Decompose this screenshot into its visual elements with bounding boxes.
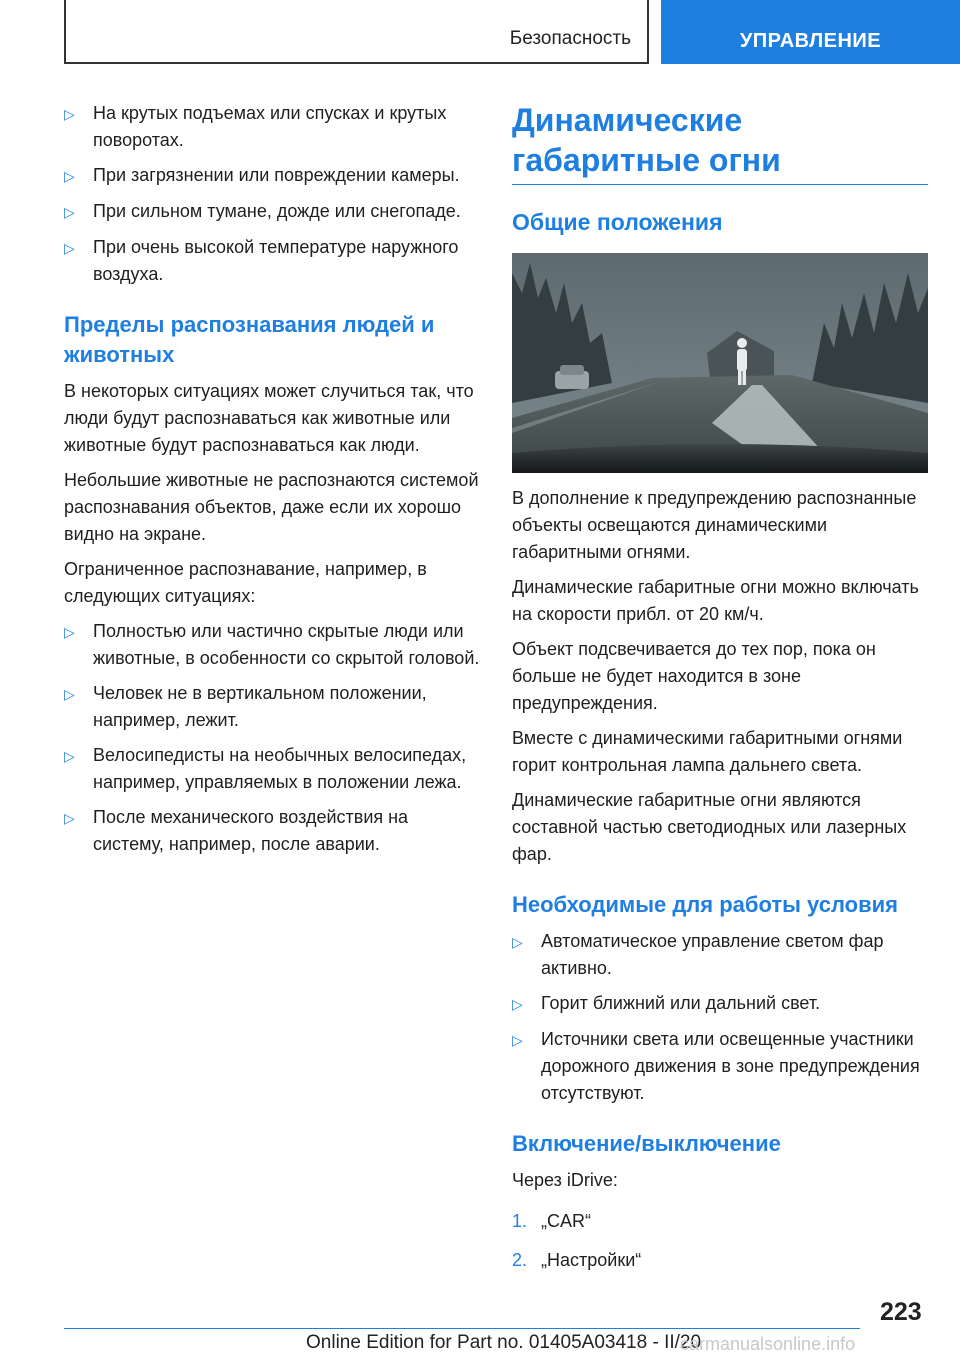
paragraph: Через iDrive: [512,1170,618,1190]
list-item: ▷ После механического воздействия на систему, например, после аварии. [64,804,482,858]
triangle-right-icon: ▷ [64,686,75,702]
triangle-right-icon: ▷ [64,106,75,122]
list-item: ▷ Источники света или освещенные участники дорожного движения в зоне предупреждения отсутствуют. [512,1026,928,1107]
list-item: ▷ На крутых подъемах или спусках и крутых поворотах. [64,100,482,154]
list-item: ▷ Человек не в вертикальном положении, например, лежит. [64,680,482,734]
header-section-tab [64,0,649,64]
page-number: 223 [880,1298,922,1326]
section-heading-requirements: Необходимые для работы условия [512,892,898,917]
list-item: ▷ Горит ближний или дальний свет. [512,990,928,1018]
paragraph: Динамические габаритные огни можно включать на скорости прибл. от 20 км/ч. [512,577,919,624]
numbered-steps [512,1208,928,1274]
paragraph: В некоторых ситуациях может случиться так, что люди будут распознаваться как животные или животные будут распознаваться как люди. [64,381,474,455]
footer-watermark: carmanualsonline.info [680,1334,856,1354]
footer-divider [64,1328,860,1329]
list-item: ▷ При загрязнении или повреждении камеры. [64,162,482,190]
right-column [512,100,928,1286]
paragraph: Объект подсвечивается до тех пор, пока он больше не будет находится в зоне предупреждения. [512,639,876,713]
list-item: ▷ Автоматическое управление светом фар активно. [512,928,928,982]
paragraph: Вместе с динамическими габаритными огнями горит контрольная лампа дальнего света. [512,728,903,775]
footer-edition: Online Edition for Part no. 01405A03418 - II/20 [306,1332,702,1353]
bullet-list-requirements [512,928,928,1107]
paragraph: Небольшие животные не распознаются системой распознавания объектов, даже если их хорошо видно на экране. [64,470,479,544]
triangle-right-icon: ▷ [512,934,523,950]
header-section-label: Безопасность [509,28,631,49]
header-chapter-tab [661,0,960,64]
list-item: 2. „Настройки“ [512,1250,642,1270]
section-heading-general: Общие положения [512,209,723,235]
left-column [64,100,482,866]
section-heading-on-off: Включение/выключение [512,1131,781,1156]
list-item: ▷ Велосипедисты на необычных велосипедах, например, управляемых в положении лежа. [64,742,482,796]
section-heading-recognition-limits: Пределы распознавания людей и животных [64,312,435,367]
triangle-right-icon: ▷ [64,204,75,220]
triangle-right-icon: ▷ [64,810,75,826]
list-item: ▷ При очень высокой температуре наружного воздуха. [64,234,482,288]
paragraph: Ограниченное распознавание, например, в следующих ситуациях: [64,559,427,606]
triangle-right-icon: ▷ [64,240,75,256]
paragraph: В дополнение к предупреждению распознанные объекты освещаются динамическими габаритными огнями. [512,488,917,562]
bullet-list-limitations [64,100,482,288]
paragraph: Динамические габаритные огни являются составной частью светодиодных или лазерных фар. [512,790,907,864]
list-item: 1. „CAR“ [512,1211,591,1231]
list-item: ▷ При сильном тумане, дожде или снегопаде. [64,198,482,226]
triangle-right-icon: ▷ [64,168,75,184]
header-chapter-label: УПРАВЛЕНИЕ [739,30,882,52]
chapter-title: Динамические габаритные огни [512,100,928,185]
triangle-right-icon: ▷ [64,748,75,764]
triangle-right-icon: ▷ [64,624,75,640]
bullet-list-limited-recognition [64,618,482,858]
triangle-right-icon: ▷ [512,1032,523,1048]
night-road-illustration [512,253,928,473]
list-item: ▷ Полностью или частично скрытые люди или животные, в особенности со скрытой головой. [64,618,482,672]
triangle-right-icon: ▷ [512,996,523,1012]
